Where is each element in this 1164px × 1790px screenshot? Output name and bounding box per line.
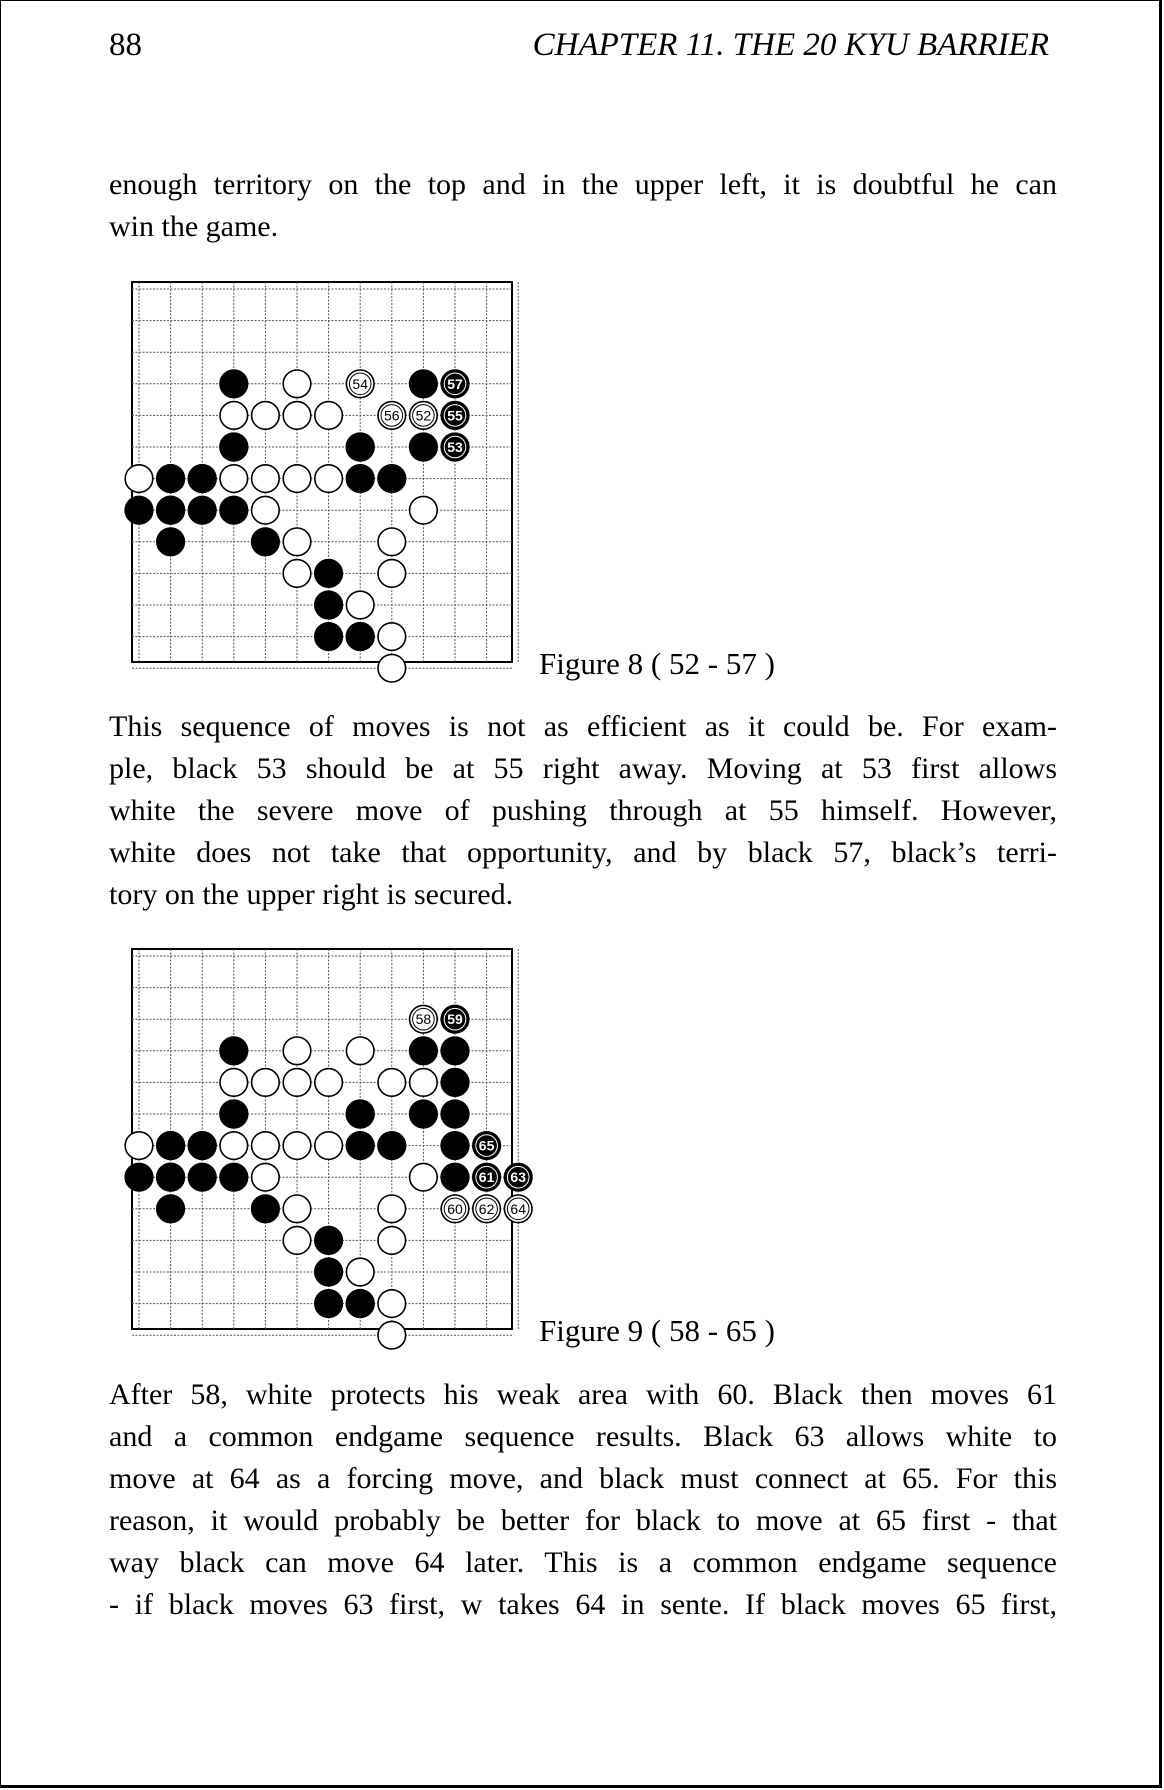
text-line: ple, black 53 should be at 55 right away. Moving at 53 first allows xyxy=(109,752,1057,785)
black-stone xyxy=(157,496,185,524)
black-stone xyxy=(315,623,343,651)
black-stone xyxy=(410,1100,438,1128)
text-line: move at 64 as a forcing move, and black must connect at 65. For this xyxy=(109,1462,1057,1495)
black-stone xyxy=(157,1195,185,1223)
text-line: - if black moves 63 first, w takes 64 in sente. If black moves 65 first, xyxy=(109,1588,1057,1621)
black-stone xyxy=(157,1163,185,1191)
white-stone xyxy=(252,496,280,524)
white-stone xyxy=(346,1037,374,1065)
white-stone xyxy=(220,465,248,493)
move-number-label: 60 xyxy=(447,1200,463,1217)
black-stone xyxy=(346,1132,374,1160)
black-stone xyxy=(441,1100,469,1128)
white-stone xyxy=(283,1037,311,1065)
white-stone xyxy=(125,465,153,493)
text-line: After 58, white protects his weak area with 60. Black then moves 61 xyxy=(109,1378,1057,1411)
move-number-label: 53 xyxy=(447,439,463,455)
text-line: This sequence of moves is not as efficient as it could be. For exam- xyxy=(109,710,1057,743)
text-line: way black can move 64 later. This is a common endgame sequence xyxy=(109,1546,1057,1579)
white-stone xyxy=(220,402,248,430)
black-stone xyxy=(441,1037,469,1065)
black-stone xyxy=(346,1290,374,1318)
paragraph-intro xyxy=(109,164,1057,248)
black-stone xyxy=(188,496,216,524)
white-stone xyxy=(283,1195,311,1223)
white-stone xyxy=(346,1258,374,1286)
move-number-label: 59 xyxy=(447,1011,463,1028)
paragraph-analysis-58-65 xyxy=(109,1374,1057,1626)
text-line: win the game. xyxy=(109,210,279,243)
black-stone xyxy=(252,1195,280,1223)
white-stone xyxy=(252,465,280,493)
black-stone xyxy=(378,465,406,493)
white-stone xyxy=(315,402,343,430)
black-stone xyxy=(188,1163,216,1191)
black-stone xyxy=(346,1100,374,1128)
black-stone xyxy=(252,528,280,556)
white-stone xyxy=(378,1069,406,1097)
white-stone xyxy=(283,1132,311,1160)
black-stone xyxy=(346,623,374,651)
move-number-label: 54 xyxy=(352,375,368,392)
black-stone xyxy=(220,433,248,461)
black-stone xyxy=(441,1069,469,1097)
black-stone xyxy=(157,465,185,493)
black-stone xyxy=(125,1163,153,1191)
white-stone xyxy=(252,402,280,430)
black-stone xyxy=(410,433,438,461)
black-stone xyxy=(220,1037,248,1065)
black-stone xyxy=(125,496,153,524)
chapter-title: CHAPTER 11. THE 20 KYU BARRIER xyxy=(532,27,1049,63)
white-stone xyxy=(378,654,406,682)
text-line: tory on the upper right is secured. xyxy=(109,878,514,911)
text-line: and a common endgame sequence results. Black 63 allows white to xyxy=(109,1420,1057,1453)
white-stone xyxy=(283,370,311,398)
white-stone xyxy=(410,1069,438,1097)
black-stone xyxy=(441,1163,469,1191)
move-number-label: 63 xyxy=(510,1169,526,1186)
go-board-figure-8 xyxy=(131,281,513,663)
white-stone xyxy=(283,560,311,588)
white-stone xyxy=(125,1132,153,1160)
white-stone xyxy=(378,560,406,588)
white-stone xyxy=(410,1163,438,1191)
move-number-label: 57 xyxy=(447,375,463,392)
white-stone xyxy=(315,1132,343,1160)
black-stone xyxy=(188,465,216,493)
text-line: white does not take that opportunity, and by black 57, black’s terri- xyxy=(109,836,1057,869)
black-stone xyxy=(315,1290,343,1318)
white-stone xyxy=(378,528,406,556)
black-stone xyxy=(315,591,343,619)
text-line: enough territory on the top and in the upper left, it is doubtful he can xyxy=(109,168,1057,201)
text-line: reason, it would probably be better for black to move at 65 first - that xyxy=(109,1504,1057,1537)
black-stone xyxy=(220,1163,248,1191)
black-stone xyxy=(220,370,248,398)
black-stone xyxy=(157,1132,185,1160)
move-number-label: 65 xyxy=(478,1137,495,1154)
go-board-figure-9 xyxy=(131,948,526,1330)
black-stone xyxy=(346,465,374,493)
black-stone xyxy=(157,528,185,556)
text-line: white the severe move of pushing through at 55 himself. However, xyxy=(109,794,1057,827)
white-stone xyxy=(283,465,311,493)
black-stone xyxy=(378,1132,406,1160)
white-stone xyxy=(378,623,406,651)
figure-9-caption: Figure 9 ( 58 - 65 ) xyxy=(539,1313,775,1348)
white-stone xyxy=(252,1163,280,1191)
white-stone xyxy=(315,465,343,493)
white-stone xyxy=(283,1227,311,1255)
white-stone xyxy=(315,1069,343,1097)
white-stone xyxy=(252,1069,280,1097)
white-stone xyxy=(283,1069,311,1097)
black-stone xyxy=(220,496,248,524)
white-stone xyxy=(378,1290,406,1318)
paragraph-analysis-52-57 xyxy=(109,706,1057,916)
move-number-label: 55 xyxy=(447,407,463,424)
white-stone xyxy=(283,528,311,556)
black-stone xyxy=(410,370,438,398)
move-number-label: 56 xyxy=(384,407,400,424)
white-stone xyxy=(378,1321,406,1349)
white-stone xyxy=(252,1132,280,1160)
white-stone xyxy=(346,591,374,619)
black-stone xyxy=(346,433,374,461)
black-stone xyxy=(410,1037,438,1065)
figure-8-caption: Figure 8 ( 52 - 57 ) xyxy=(539,646,775,681)
white-stone xyxy=(410,496,438,524)
move-number-label: 58 xyxy=(415,1011,432,1028)
move-number-label: 52 xyxy=(415,407,432,424)
page-number: 88 xyxy=(109,27,142,63)
black-stone xyxy=(315,560,343,588)
black-stone xyxy=(220,1100,248,1128)
black-stone xyxy=(315,1258,343,1286)
white-stone xyxy=(220,1132,248,1160)
white-stone xyxy=(378,1195,406,1223)
black-stone xyxy=(441,1132,469,1160)
black-stone xyxy=(188,1132,216,1160)
move-number-label: 61 xyxy=(478,1169,495,1186)
move-number-label: 64 xyxy=(510,1200,526,1217)
white-stone xyxy=(378,1227,406,1255)
white-stone xyxy=(220,1069,248,1097)
white-stone xyxy=(283,402,311,430)
move-number-label: 62 xyxy=(478,1200,495,1217)
black-stone xyxy=(315,1227,343,1255)
